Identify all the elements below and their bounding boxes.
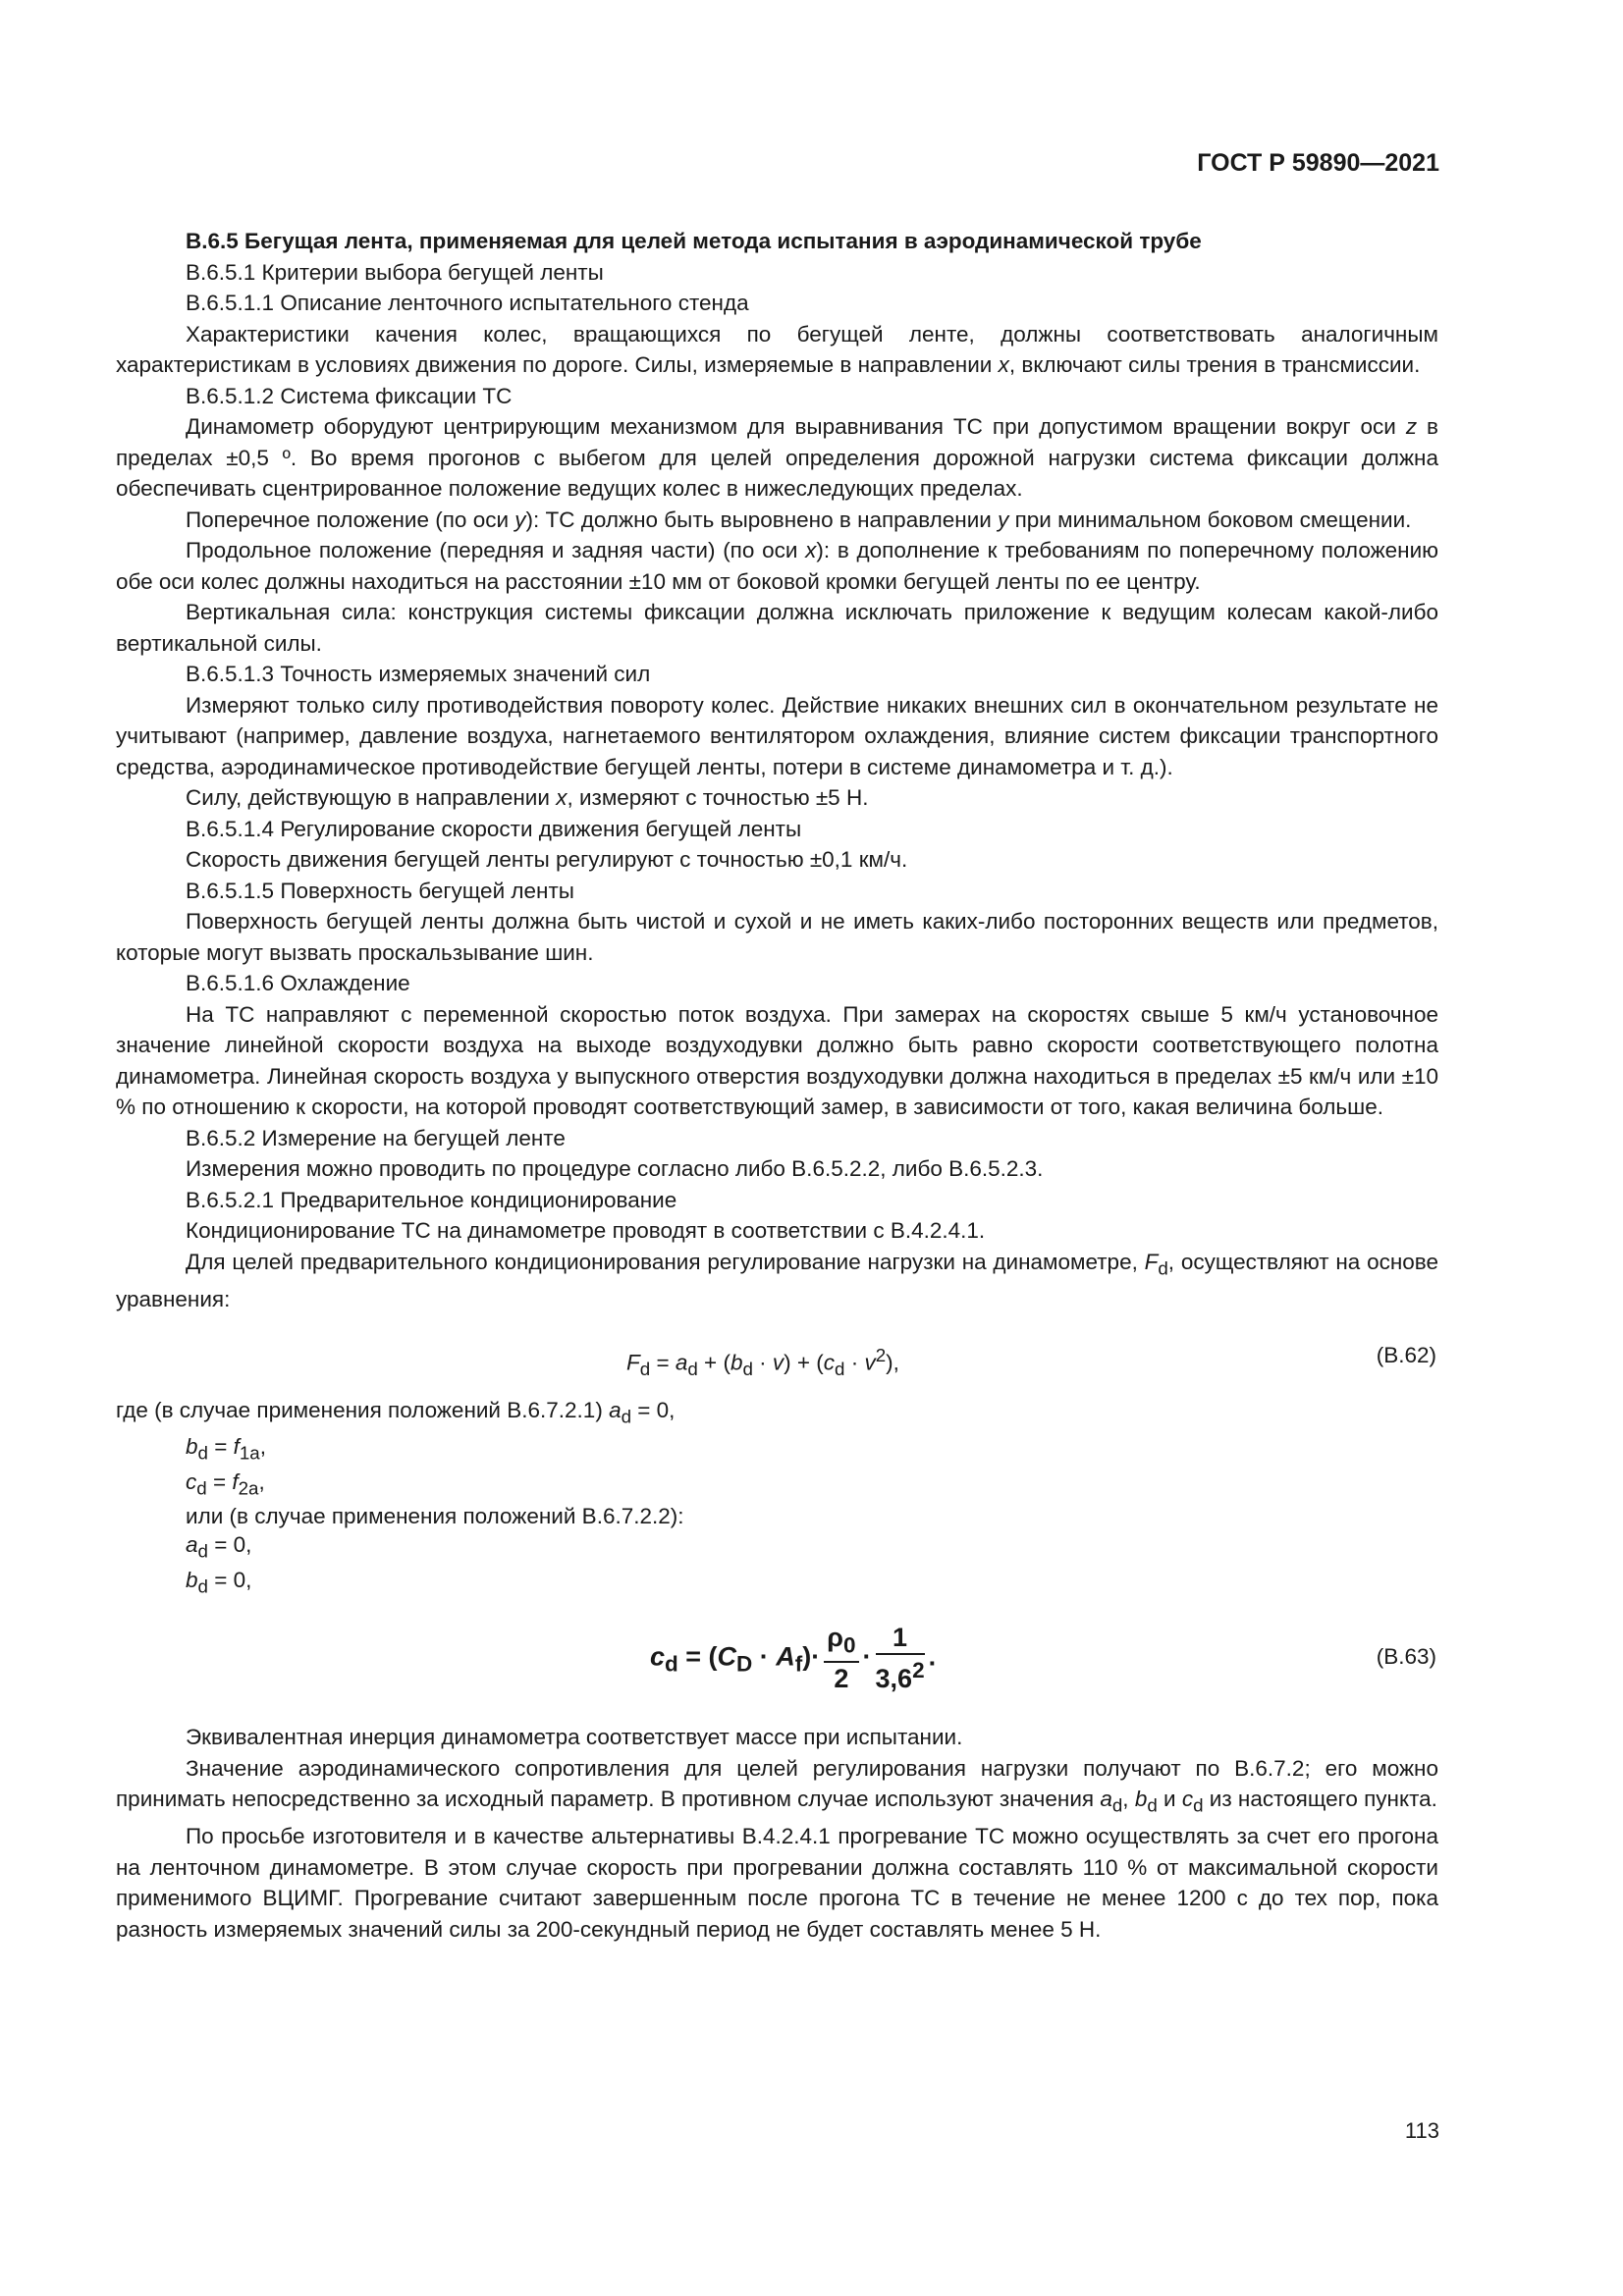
fraction-speed: $\frac{1}{3,6^2}$ (875, 1623, 925, 1694)
equation-expression: $c_d = (C_D \cdot A_f)\cdot$ $\frac{\rho_0}{2}$ · $\frac{1}{3,6^2}$ . (650, 1623, 937, 1694)
document-header: ГОСТ Р 59890—2021 (1197, 149, 1439, 177)
paragraph: Измеряют только силу противодействия повороту колес. Действие никаких внешних сил в окончательном результате не учитывают (например, давление воздуха, нагнетаемого вентилятором охлаждения, влияние систем фиксации транспортного средства, аэродинамическое противодействие бегущей ленты, потери в системе динамометра и т. д.). (116, 692, 1438, 779)
where-clause: где (в случае применения положений В.6.7.2.1) $a_d = 0$, (116, 1398, 676, 1427)
where-item: или (в случае применения положений В.6.7.2.2): (186, 1504, 684, 1528)
paragraph: Значение аэродинамического сопротивления для целей регулирования нагрузки получают по В.6.7.2; его можно принимать непосредственно за исходный параметр. В противном случае используют значения $a_d$, $b_d$ и $c_d$ из настоящего пункта. (116, 1755, 1438, 1816)
where-item: $a_d = 0$, (186, 1532, 252, 1562)
paragraph: Динамометр оборудуют центрирующим механизмом для выравнивания ТС при допустимом вращении вокруг оси z в пределах ±0,5 º. Во время прогонов с выбегом для целей определения дорожной нагрузки система фиксации должна обеспечивать сцентрированное положение ведущих колес в нижеследующих пределах. (116, 414, 1438, 501)
paragraph: На ТС направляют с переменной скоростью поток воздуха. При замерах на скоростях свыше 5 км/ч установочное значение линейной скорости воздуха на выходе воздуходувки должно быть равно скорости соответствующего полотна динамометра. Линейная скорость воздуха у выпускного отверстия воздуходувки должна находиться в пределах ±5 км/ч или ±10 % по отношению к скорости, на которой проводят соответствующий замер, в зависимости от того, какая величина больше. (116, 1001, 1438, 1119)
paragraph: По просьбе изготовителя и в качестве альтернативы В.4.2.4.1 прогревание ТС можно осуществлять за счет его прогона на ленточном динамометре. В этом случае скорость при прогревании должна составлять 110 % от максимальной скорости применимого ВЦИМГ. Прогревание считают завершенным после прогона ТС в течение не менее 1200 с до тех пор, пока разность измеряемых значений силы за 200-секундный период не будет составлять менее 5 Н. (116, 1824, 1438, 1942)
subsection-heading: В.6.5.1 Критерии выбора бегущей ленты (186, 259, 604, 285)
subsection-heading: В.6.5.1.2 Система фиксации ТС (186, 383, 513, 408)
paragraph: Для целей предварительного кондиционирования регулирование нагрузки на динамометре, $F_d$, осуществляют на основе уравнения: (116, 1249, 1438, 1311)
subsection-heading: В.6.5.1.3 Точность измеряемых значений сил (186, 662, 651, 686)
paragraph: Вертикальная сила: конструкция системы фиксации должна исключать приложение к ведущим колесам какой-либо вертикальной силы. (116, 600, 1438, 656)
paragraph: Поверхность бегущей ленты должна быть чистой и сухой и не иметь каких-либо посторонних веществ или предметов, которые могут вызвать проскальзывание шин. (116, 909, 1438, 965)
section-heading: В.6.5 Бегущая лента, применяемая для целей метода испытания в аэродинамической трубе (186, 229, 1202, 253)
paragraph: Кондиционирование ТС на динамометре проводят в соответствии с В.4.2.4.1. (186, 1218, 986, 1243)
paragraph: Характеристики качения колес, вращающихся по бегущей ленте, должны соответствовать аналогичным характеристикам в условиях движения по дороге. Силы, измеряемые в направлении x, включают силы трения в трансмиссии. (116, 321, 1438, 377)
equation-b63 (116, 1618, 1438, 1700)
where-item: $c_d = f_{2a}$, (186, 1468, 265, 1498)
subsection-heading: В.6.5.1.1 Описание ленточного испытательного стенда (186, 291, 749, 315)
subsection-heading: В.6.5.1.4 Регулирование скорости движения бегущей ленты (186, 816, 802, 841)
paragraph: Измерения можно проводить по процедуре согласно либо В.6.5.2.2, либо В.6.5.2.3. (186, 1156, 1044, 1181)
paragraph: Продольное положение (передняя и задняя части) (по оси x): в дополнение к требованиям по поперечному положению обе оси колес должны находиться на расстоянии ±10 мм от боковой кромки бегущей ленты по ее центру. (116, 538, 1439, 594)
subsection-heading: В.6.5.1.5 Поверхность бегущей ленты (186, 878, 574, 903)
page-number: 113 (1404, 2118, 1439, 2143)
equation-b62 (116, 1336, 1438, 1379)
paragraph: Скорость движения бегущей ленты регулируют с точностью ±0,1 км/ч. (186, 847, 908, 872)
where-item: $b_d = 0$, (186, 1567, 252, 1596)
subsection-heading: В.6.5.2 Измерение на бегущей ленте (186, 1125, 566, 1150)
equation-number: (В.63) (1376, 1644, 1436, 1669)
document-body (116, 226, 1438, 1945)
equation-number: (В.62) (1376, 1343, 1436, 1367)
paragraph: Эквивалентная инерция динамометра соответствует массе при испытании. (186, 1725, 963, 1749)
equation-expression: $F_d = a_d + (b_d \cdot v) + (c_d \cdot v^2)$, (626, 1345, 899, 1379)
paragraph: Поперечное положение (по оси y): ТС должно быть выровнено в направлении y при минимальном боковом смещении. (186, 507, 1412, 532)
paragraph: Силу, действующую в направлении x, измеряют с точностью ±5 Н. (186, 785, 869, 810)
subsection-heading: В.6.5.1.6 Охлаждение (186, 971, 410, 995)
subsection-heading: В.6.5.2.1 Предварительное кондиционирование (186, 1187, 677, 1212)
where-item: $b_d = f_{1a}$, (186, 1434, 266, 1464)
fraction-rho: $\frac{\rho_0}{2}$ (824, 1622, 858, 1694)
